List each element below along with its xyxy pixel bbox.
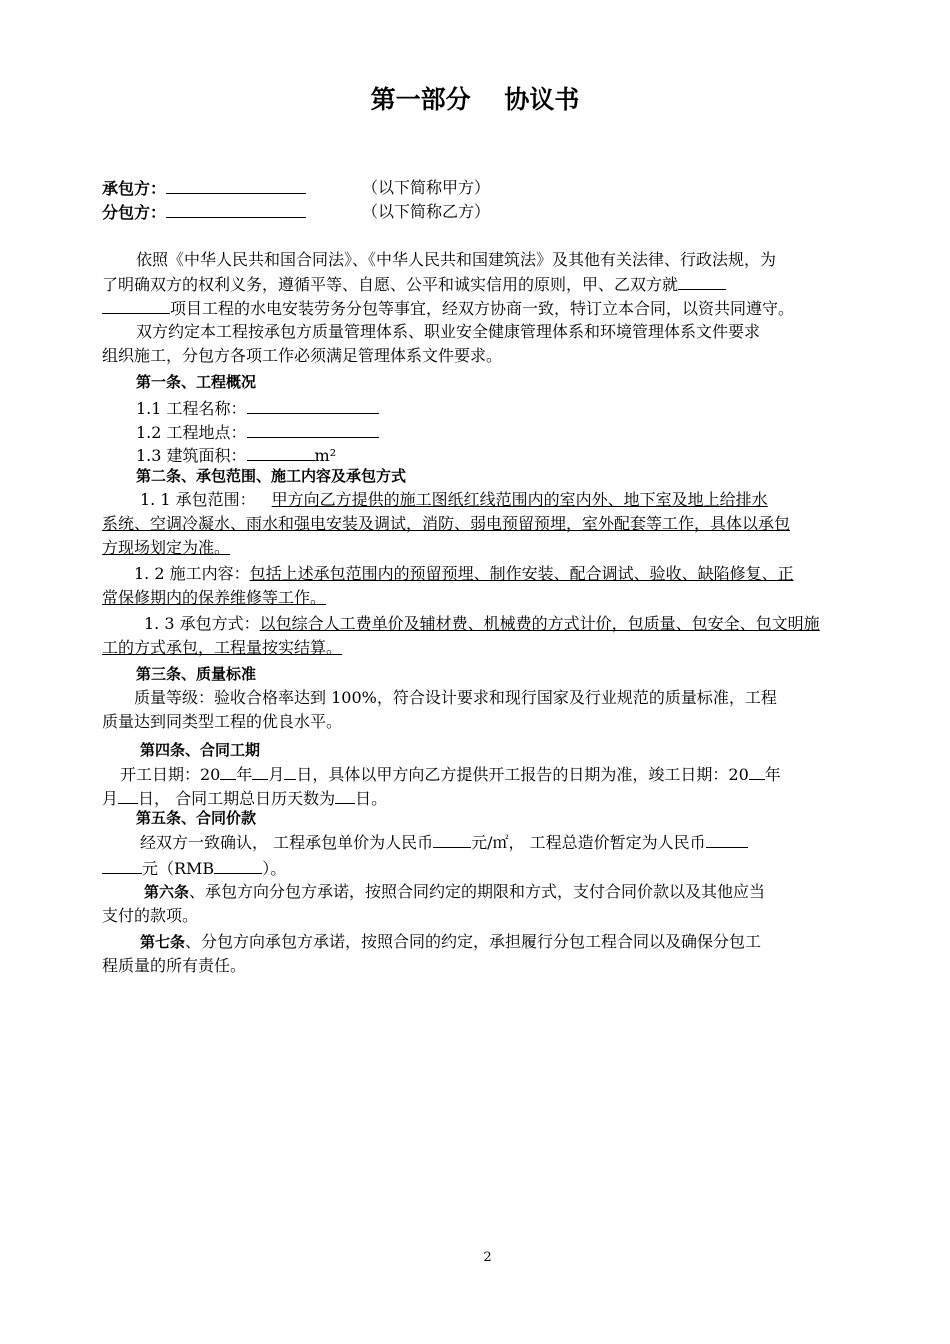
content-row-1: 1. 2 施工内容：包括上述承包范围内的预留预埋、制作安装、配合调试、验收、缺陷修复、正	[134, 564, 794, 583]
price-line-2: 元（RMB ）。	[102, 856, 286, 881]
project-name-blank	[247, 396, 379, 414]
article6-line-2: 支付的款项。	[102, 906, 199, 925]
project-blank-a	[678, 272, 726, 290]
contractor-blank	[166, 176, 306, 194]
page-title: 第一部分 协议书	[370, 85, 580, 114]
content-row-2: 常保修期内的保养维修等工作。	[102, 588, 327, 607]
article2-heading: 第二条、承包范围、施工内容及承包方式	[136, 467, 407, 485]
project-location-row: 1.2 工程地点：	[136, 420, 379, 445]
article5-heading: 第五条、合同价款	[136, 809, 257, 827]
contractor-label: 承包方：	[102, 179, 167, 198]
page-number: 2	[483, 1250, 492, 1265]
article1-heading: 第一条、工程概况	[136, 373, 257, 391]
intro-line-2: 了明确双方的权利义务，遵循平等、自愿、公平和诚实信用的原则，甲、乙双方就	[102, 272, 726, 297]
project-location-blank	[247, 420, 379, 438]
project-name-row: 1.1 工程名称：	[136, 396, 379, 421]
schedule-line-1: 开工日期：20 年 月 日，具体以甲方向乙方提供开工报告的日期为准，竣工日期：20 年	[120, 762, 781, 787]
contractor-note: （以下简称甲方）	[362, 178, 491, 197]
article7-line-1: 第七条、分包方向承包方承诺，按照合同的约定，承担履行分包工程合同以及确保分包工	[140, 932, 762, 951]
intro-line-5: 组织施工，分包方各项工作必须满足管理体系文件要求。	[102, 346, 503, 365]
contractor-row	[102, 176, 306, 201]
schedule-line-2: 月 日， 合同工期总日历天数为 日。	[102, 786, 387, 811]
article6-line-1: 第六条、承包方向分包方承诺，按照合同约定的期限和方式，支付合同价款以及其他应当	[144, 882, 766, 901]
project-blank-b	[102, 296, 170, 314]
intro-line-1: 依照《中华人民共和国合同法》、《中华人民共和国建筑法》及其他有关法律、行政法规，为	[136, 250, 777, 269]
article3-heading: 第三条、质量标准	[136, 665, 257, 683]
article4-heading: 第四条、合同工期	[140, 741, 261, 759]
intro-line-4: 双方约定本工程按承包方质量管理体系、职业安全健康管理体系和环境管理体系文件要求	[136, 322, 761, 341]
intro-line-3: 项目工程的水电安装劳务分包等事宜，经双方协商一致，特订立本合同，以资共同遵守。	[102, 296, 794, 321]
subcontractor-label: 分包方：	[102, 203, 167, 222]
scope-row-1: 1. 1 承包范围： 甲方向乙方提供的施工图纸红线范围内的室内外、地下室及地上给排水	[140, 490, 768, 509]
building-area-blank	[247, 443, 315, 461]
scope-row-3: 方现场划定为准。	[102, 538, 231, 557]
method-row-1: 1. 3 承包方式：以包综合人工费单价及辅材费、机械费的方式计价，包质量、包安全、包文明施	[144, 614, 820, 633]
building-area-row: 1.3 建筑面积： m²	[136, 443, 336, 468]
subcontractor-row	[102, 200, 306, 225]
subcontractor-blank	[166, 200, 306, 218]
scope-row-2: 系统、空调冷凝水、雨水和强电安装及调试，消防、弱电预留预埋，室外配套等工作，具体以承包	[102, 514, 791, 533]
article7-line-2: 程质量的所有责任。	[102, 956, 247, 975]
price-line-1: 经双方一致确认， 工程承包单价为人民币 元/㎡， 工程总造价暂定为人民币	[140, 830, 748, 855]
quality-line-2: 质量达到同类型工程的优良水平。	[102, 712, 343, 731]
quality-line-1: 质量等级：验收合格率达到 100%，符合设计要求和现行国家及行业规范的质量标准，工程	[134, 688, 777, 707]
method-row-2: 工的方式承包，工程量按实结算。	[102, 638, 343, 657]
subcontractor-note: （以下简称乙方）	[362, 202, 491, 221]
